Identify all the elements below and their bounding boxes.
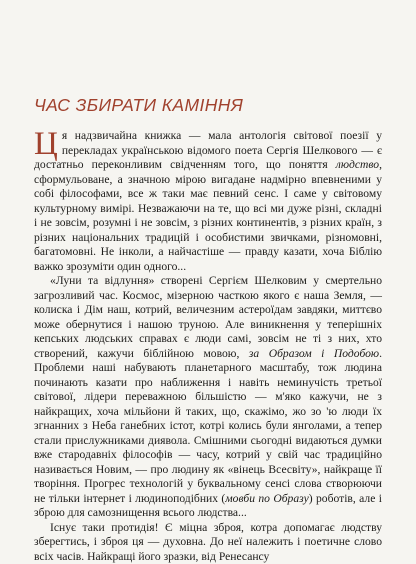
drop-cap: Ц: [34, 130, 58, 158]
paragraph-3: [34, 521, 382, 564]
italic-phrase: людство: [336, 158, 379, 171]
text-run: «Луни та відлуння» створені Сергієм Шелковим у смертельно загрозливий час. Космос, мізерною часткою якого є наша Земля, — колиска і Дім наш, котрий, величезним астероїдам завдяки, миттєво може обернутися і нашою труною. Але виникнення у теперішніх кепських людських справах є люди самі, зовсім не ті з них, хто створений, кажучи біблійною мовою,: [34, 274, 382, 360]
paragraph-1: [34, 129, 382, 274]
text-run: я надзвичайна книжка — мала антологія світової поезії у перекладах українською відомого поета Сергія Шелкового — є достатньо переконливим свідченням того, що поняття: [34, 129, 382, 171]
chapter-heading: ЧАС ЗБИРАТИ КАМІННЯ: [34, 95, 243, 116]
text-run: ) роботів, але і зброю для самознищення всього людства...: [34, 492, 382, 520]
text-run: . Проблеми наші набувають планетарного масштабу, тож людина починають казати про наближення і навіть неминучість третьої світової, лідери переважною більшістю — м'яко кажучи, не з найкращих, хоча мільйони й таких, що, скажімо, жо зо 'ю люди їх згнанних з Неба ганебних істот, котрі колись були янголами, а тепер стали прислужниками диявола. Смішними сьогодні видаються думки вже стародавніх філософів — часу, котрий у свій час традиційно називається Новим, — про людину як «вінець Всесвіту», найкраще її творіння. Прогрес технологій у буквальному сенсі слова створюючи не тільки інтернет і людиноподібних (: [34, 347, 382, 505]
italic-phrase: за Образом і Подобою: [249, 347, 379, 360]
text-run: , сформульоване, а значною мірою вигадане надмірно впевненими у собі філософами, все ж таки має певний сенс. І саме у світовому культурному вимірі. Незважаючи на те, що всі ми дуже різні, складні і не зовсім, розумні і не зовсім, з різних континентів, з різних країн, з різних національних традицій і особистими звичками, різномовні, багатомовні. Не інколи, а найчастіше — правду казати, хоча Біблію важко зрозуміти один одного...: [34, 158, 382, 273]
body-text: [34, 129, 382, 564]
text-run: Існує таки протидія! Є міцна зброя, котра допомагає людству зберегтись, і зброя ця — духовна. До неї належить і поетичне слово всіх часів. Найкращі його зразки, від Ренесансу: [34, 521, 382, 563]
italic-phrase: мовби по Образу: [225, 492, 308, 505]
paragraph-1-text: [34, 129, 382, 273]
paragraph-2: [34, 274, 382, 521]
